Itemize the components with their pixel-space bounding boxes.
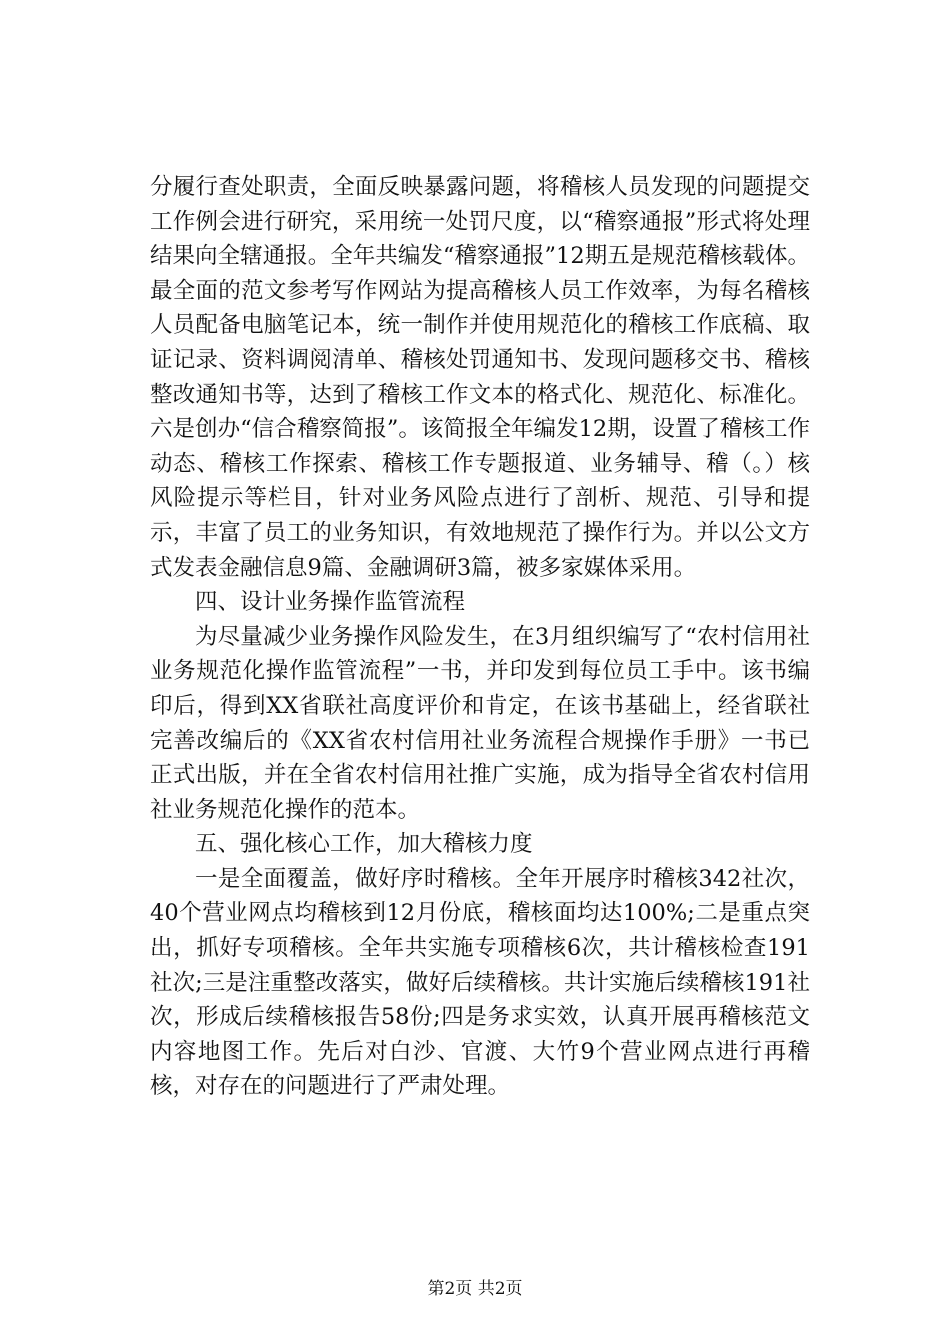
paragraph-3: 一是全面覆盖，做好序时稽核。全年开展序时稽核342社次，40个营业网点均稽核到12月份底，稽核面均达100%;二是重点突出，抓好专项稽核。全年共实施专项稽核6次，共计稽核检查191社次;三是注重整改落实，做好后续稽核。共计实施后续稽核191社次，形成后续稽核报告58份;四是务求实效，认真开展再稽核范文内容地图工作。先后对白沙、官渡、大竹9个营业网点进行再稽核，对存在的问题进行了严肃处理。 [150, 865, 810, 1100]
section-heading-5: 五、强化核心工作，加大稽核力度 [195, 831, 533, 858]
page-footer: 第2页 共2页 [427, 1279, 523, 1299]
document-body [150, 170, 810, 1104]
section-heading-4: 四、设计业务操作监管流程 [195, 589, 466, 616]
paragraph-1: 分履行查处职责，全面反映暴露问题，将稽核人员发现的问题提交工作例会进行研究，采用统一处罚尺度，以“稽察通报”形式将处理结果向全辖通报。全年共编发“稽察通报”12期五是规范稽核载体。最全面的范文参考写作网站为提高稽核人员工作效率，为每名稽核人员配备电脑笔记本，统一制作并使用规范化的稽核工作底稿、取证记录、资料调阅清单、稽核处罚通知书、发现问题移交书、稽核整改通知书等，达到了稽核工作文本的格式化、规范化、标准化。六是创办“信合稽察简报”。该简报全年编发12期，设置了稽核工作动态、稽核工作探索、稽核工作专题报道、业务辅导、稽（。）核风险提示等栏目，针对业务风险点进行了剖析、规范、引导和提示，丰富了员工的业务知识，有效地规范了操作行为。并以公文方式发表金融信息9篇、金融调研3篇，被多家媒体采用。 [150, 174, 810, 581]
paragraph-2: 为尽量减少业务操作风险发生，在3月组织编写了“农村信用社业务规范化操作监管流程”一书，并印发到每位员工手中。该书编印后，得到XX省联社高度评价和肯定，在该书基础上，经省联社完善改编后的《XX省农村信用社业务流程合规操作手册》一书已正式出版，并在全省农村信用社推广实施，成为指导全省农村信用社业务规范化操作的范本。 [150, 623, 810, 823]
